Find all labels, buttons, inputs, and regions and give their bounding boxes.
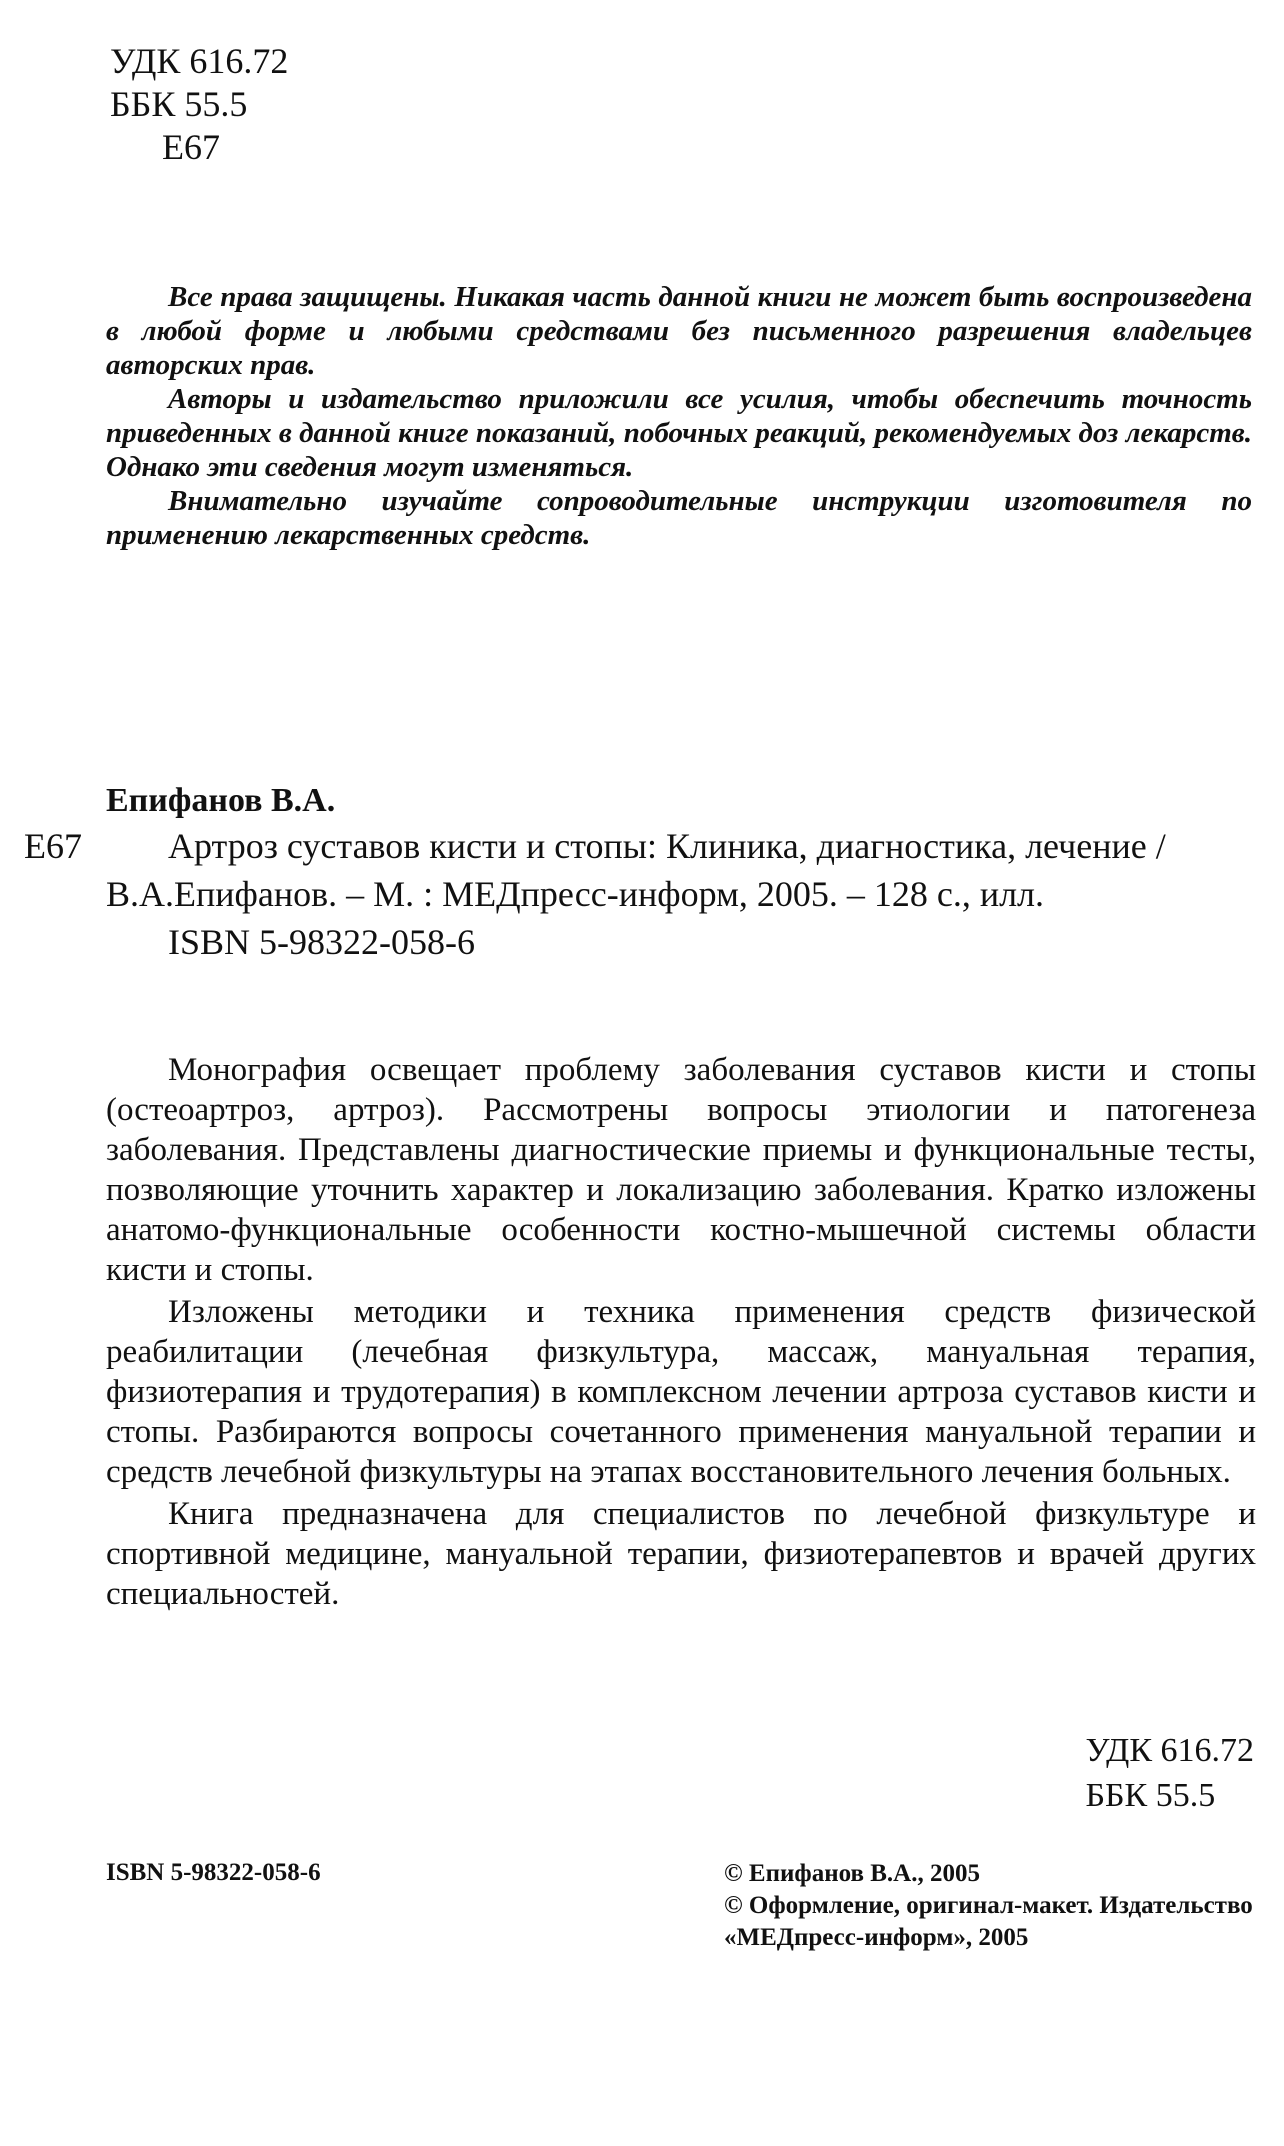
udk-code: УДК 616.72 bbox=[110, 41, 289, 81]
footer-isbn: ISBN 5-98322-058-6 bbox=[106, 1859, 321, 1886]
instructions-paragraph: Внимательно изучайте сопроводительные инструкции изготовителя по применению лекарственных средств. bbox=[106, 485, 1252, 551]
annotation bbox=[106, 1050, 1256, 1616]
bbk-code: ББК 55.5 bbox=[110, 84, 248, 124]
annotation-paragraph: Книга предназначена для специалистов по лечебной физкультуре и спортивной медицине, мануальной терапии, физиотерапевтов и врачей других специальностей. bbox=[106, 1496, 1256, 1612]
catalog-author-mark: Е67 bbox=[24, 826, 82, 866]
udk-code-bottom: УДК 616.72 bbox=[1085, 1732, 1254, 1769]
rights-notice bbox=[106, 280, 1252, 552]
accuracy-paragraph: Авторы и издательство приложили все усилия, чтобы обеспечить точность приведенных в данной книге показаний, побочных реакций, рекомендуемых доз лекарств. Однако эти сведения могут изменяться. bbox=[106, 383, 1252, 483]
author-mark: Е67 bbox=[162, 127, 220, 167]
copyright-block bbox=[724, 1858, 1253, 1954]
catalog-publication: В.А.Епифанов. – М. : МЕДпресс-информ, 2005. – 128 с., илл. bbox=[106, 874, 1045, 914]
bbk-code-bottom: ББК 55.5 bbox=[1085, 1777, 1216, 1814]
annotation-paragraph: Монография освещает проблему заболевания суставов кисти и стопы (остеоартроз, артроз). Рассмотрены вопросы этиологии и патогенеза заболевания. Представлены диагностические приемы и функциональные тесты, позволяющие уточнить характер и локализацию заболевания. Кратко изложены анатомо-функциональные особенности костно-мышечной системы области кисти и стопы. bbox=[106, 1052, 1256, 1288]
catalog-author: Епифанов В.А. bbox=[106, 782, 336, 819]
copyright-publisher: «МЕДпресс-информ», 2005 bbox=[724, 1924, 1029, 1951]
catalog-title: Артроз суставов кисти и стопы: Клиника, диагностика, лечение / bbox=[168, 826, 1166, 866]
catalog-record bbox=[106, 822, 1260, 966]
classification-bottom bbox=[1085, 1728, 1254, 1818]
catalog-isbn: ISBN 5-98322-058-6 bbox=[168, 922, 475, 962]
classification-top bbox=[110, 40, 288, 169]
annotation-paragraph: Изложены методики и техника применения средств физической реабилитации (лечебная физкультура, массаж, мануальная терапия, физиотерапия и трудотерапия) в комплексном лечении артроза суставов кисти и стопы. Разбираются вопросы сочетанного применения мануальной терапии и средств лечебной физкультуры на этапах восстановительного лечения больных. bbox=[106, 1294, 1256, 1490]
copyright-design: © Оформление, оригинал-макет. Издательство bbox=[724, 1892, 1253, 1919]
copyright-author: © Епифанов В.А., 2005 bbox=[724, 1860, 980, 1887]
rights-paragraph: Все права защищены. Никакая часть данной книги не может быть воспроизведена в любой форме и любыми средствами без письменного разрешения владельцев авторских прав. bbox=[106, 281, 1252, 381]
